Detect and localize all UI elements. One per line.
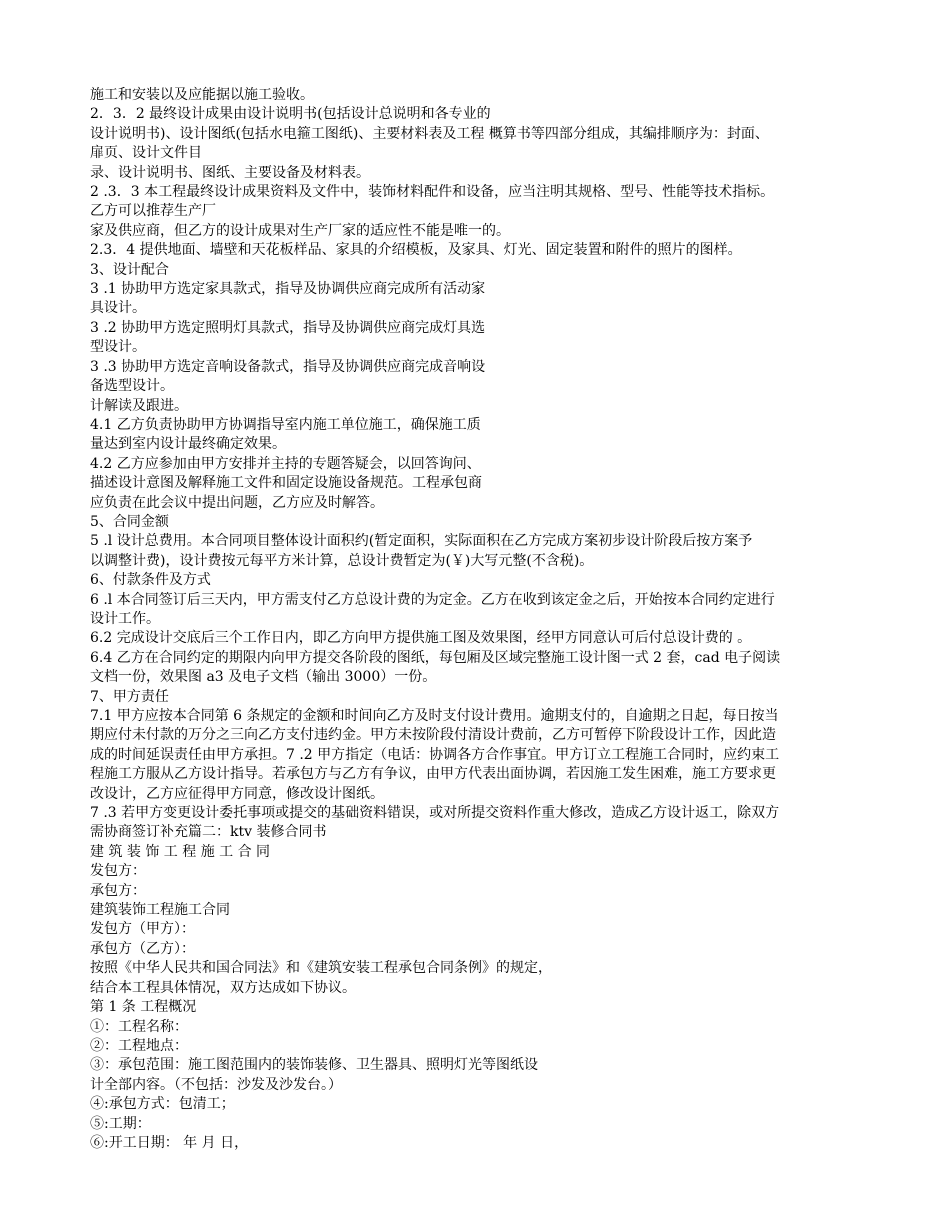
section-heading: 7、甲方责任 (90, 688, 169, 705)
text-line: 计解读及跟进。 (90, 397, 188, 414)
text-line: 2 .3．3 本工程最终设计成果资料及文件中，装饰材料配件和设备，应当注明其规格、型号、性能等技术指标。 (90, 184, 775, 201)
text-line: 发包方： (90, 863, 146, 880)
text-line: 承包方（乙方）： (90, 940, 195, 957)
text-line: 以调整计费)，设计费按元每平方米计算，总设计费暂定为(￥)大写元整(不含税)。 (90, 552, 594, 569)
text-line: 6.2 完成设计交底后三个工作日内，即乙方向甲方提供施工图及效果图，经甲方同意认可后付总设计费的 。 (90, 630, 752, 647)
text-line: 设计工作。 (90, 610, 160, 627)
text-line: 结合本工程具体情况，双方达成如下协议。 (90, 979, 356, 996)
section-heading: 第 1 条 工程概况 (90, 999, 197, 1016)
text-line: 3 .1 协助甲方选定家具款式，指导及协调供应商完成所有活动家 (90, 281, 486, 298)
text-line: ②：工程地点： (90, 1037, 188, 1054)
text-line: 3 .2 协助甲方选定照明灯具款式，指导及协调供应商完成灯具选 (90, 319, 486, 336)
text-line: 施工和安装以及应能据以施工验收。 (90, 87, 314, 103)
text-line: 程施工方服从乙方设计指导。若承包方与乙方有争议，由甲方代表出面协调，若因施工发生困难，施工方要求更 (90, 766, 776, 783)
section-heading: 6、付款条件及方式 (90, 572, 211, 589)
text-line: 描述设计意图及解释施工文件和固定设施设备规范。工程承包商 (90, 475, 482, 492)
text-line: 改设计，乙方应征得甲方同意，修改设计图纸。 (90, 785, 384, 802)
text-line: 量达到室内设计最终确定效果。 (90, 436, 286, 453)
text-line: 计全部内容。（不包括：沙发及沙发台。） (90, 1076, 342, 1093)
text-line: 家及供应商，但乙方的设计成果对生产厂家的适应性不能是唯一的。 (90, 222, 510, 239)
text-line: 录、设计说明书、图纸、主要设备及材料表。 (90, 164, 370, 181)
text-line: 6.4 乙方在合同约定的期限内向甲方提交各阶段的图纸，每包厢及区域完整施工设计图一式 2 套，cad 电子阅读 (90, 649, 781, 666)
text-line: 乙方可以推荐生产厂 (90, 203, 216, 220)
text-line: ⑤:工期： (90, 1115, 151, 1132)
text-line: 2．3．2 最终设计成果由设计说明书(包括设计总说明和各专业的 (90, 106, 491, 123)
document-page (90, 86, 865, 1153)
text-line: ④:承包方式：包清工； (90, 1096, 235, 1113)
text-line: ⑥:开工日期： 年 月 日， (90, 1134, 249, 1151)
text-line: 3 .3 协助甲方选定音响设备款式，指导及协调供应商完成音响设 (90, 358, 486, 375)
text-line: 型设计。 (90, 339, 146, 356)
text-line: 6 .l 本合同签订后三天内，甲方需支付乙方总设计费的为定金。乙方在收到该定金之后，开始按本合同约定进行 (90, 591, 775, 608)
contract-title: 建 筑 装 饰 工 程 施 工 合 同 (90, 843, 271, 860)
text-line: 按照《中华人民共和国合同法》和《建筑安装工程承包合同条例》的规定， (90, 960, 552, 977)
text-line: 期应付未付款的万分之三向乙方支付违约金。甲方未按阶段付清设计费前，乙方可暂停下阶段设计工作，因此造 (90, 727, 776, 744)
section-heading: 3、设计配合 (90, 261, 169, 278)
text-line: 扉页、设计文件目 (90, 145, 202, 162)
text-line: 4.2 乙方应参加由甲方安排并主持的专题答疑会，以回答询问、 (90, 455, 481, 472)
text-line: 5 .l 设计总费用。本合同项目整体设计面积约(暂定面积，实际面积在乙方完成方案初步设计阶段后按方案予 (90, 533, 753, 550)
text-line: ③：承包范围：施工图范围内的装饰装修、卫生器具、照明灯光等图纸设 (90, 1057, 538, 1074)
text-line: 设计说明书)、设计图纸(包括水电箍工图纸)、主要材料表及工程 概算书等四部分组成，其编排顺序为：封面、 (90, 125, 769, 142)
text-line: 发包方（甲方）： (90, 921, 195, 938)
text-line: 具设计。 (90, 300, 146, 317)
text-line: 承包方： (90, 882, 146, 899)
text-line: 文档一份，效果图 a3 及电子文档（输出 3000）一份。 (90, 669, 437, 686)
section-heading: 5、合同金额 (90, 513, 169, 530)
text-line: 应负责在此会议中提出问题，乙方应及时解答。 (90, 494, 384, 511)
text-line: 2.3．4 提供地面、墙壁和天花板样品、家具的介绍模板，及家具、灯光、固定装置和附件的照片的图样。 (90, 242, 742, 259)
text-line: 需协商签订补充篇二：ktv 装修合同书 (90, 824, 327, 841)
text-line: 建筑装饰工程施工合同 (90, 902, 230, 919)
text-line: 7 .3 若甲方变更设计委托事项或提交的基础资料错误，或对所提交资料作重大修改，造成乙方设计返工，除双方 (90, 805, 780, 822)
text-line: 4.1 乙方负责协助甲方协调指导室内施工单位施工，确保施工质 (90, 416, 481, 433)
text-line: 备选型设计。 (90, 378, 174, 395)
text-line: 成的时间延误责任由甲方承担。7 .2 甲方指定（电话：协调各方合作事宜。甲方订立工程施工合同时，应约束工 (90, 746, 780, 763)
text-line: 7.1 甲方应按本合同第 6 条规定的金额和时间向乙方及时支付设计费用。逾期支付的，自逾期之日起，每日按当 (90, 708, 779, 724)
text-line: ①：工程名称： (90, 1018, 188, 1035)
